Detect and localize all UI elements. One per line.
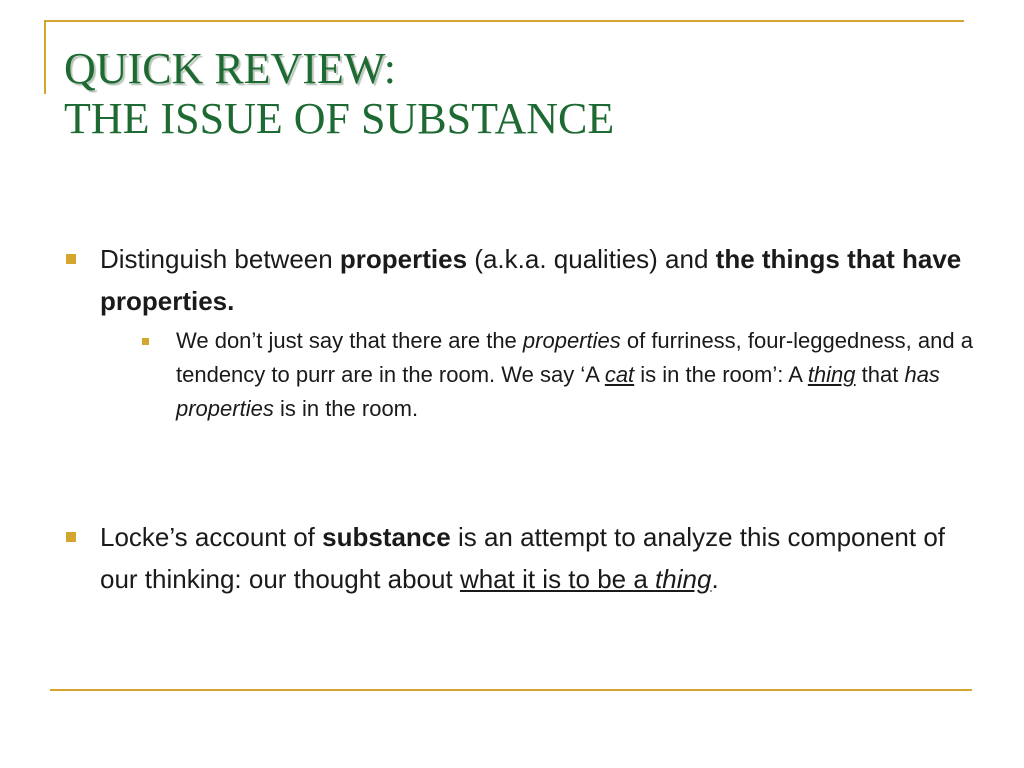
subbullet-square-icon [142,338,149,345]
subbullet-cat-example [176,324,976,426]
bullet-properties [100,238,980,322]
bullet1-text-1: Distinguish between [100,244,340,274]
bullet1-bold-properties: properties [339,244,468,274]
bullet2-text-2: is an attempt to analyze this component of our thinking: our thought about [100,522,945,594]
bullet1-bold-things: the things that have properties. [100,244,962,316]
sub-italic-has-properties: has properties [176,362,940,421]
title-line-1 [64,44,964,94]
decorative-vertical-rule [44,20,46,94]
sub-text-4: that [855,362,905,387]
sub-text-1: We don’t just say that there are the [176,328,523,353]
decorative-top-rule [44,20,964,22]
sub-text-5: is in the room. [273,396,419,421]
decorative-bottom-rule [50,689,972,691]
bullet2-thing: thing [655,564,712,594]
bullet-square-icon [66,254,76,264]
bullet-square-icon [66,532,76,542]
sub-text-3: is in the room’: A [634,362,808,387]
sub-text-2: of furriness, four-leggedness, and a tendency to purr are in the room. We say ‘A [176,328,973,387]
title-highlight: QUICK REVIEW [64,44,384,93]
bullet2-bold-substance: substance [322,522,451,552]
title-line-2: THE ISSUE OF SUBSTANCE [64,94,615,143]
bullet1-text-2: (a.k.a. qualities) and [467,244,716,274]
bullet2-text-1: Locke’s account of [100,522,323,552]
slide-title [64,44,964,144]
bullet-locke-substance [100,516,980,600]
sub-thing: thing [807,362,856,387]
title-colon: : [383,44,396,93]
bullet2-period: . [711,564,719,594]
sub-cat: cat [604,362,635,387]
sub-italic-properties: properties [522,328,621,353]
bullet2-underline-what-it-is: what it is to be a [459,564,656,594]
